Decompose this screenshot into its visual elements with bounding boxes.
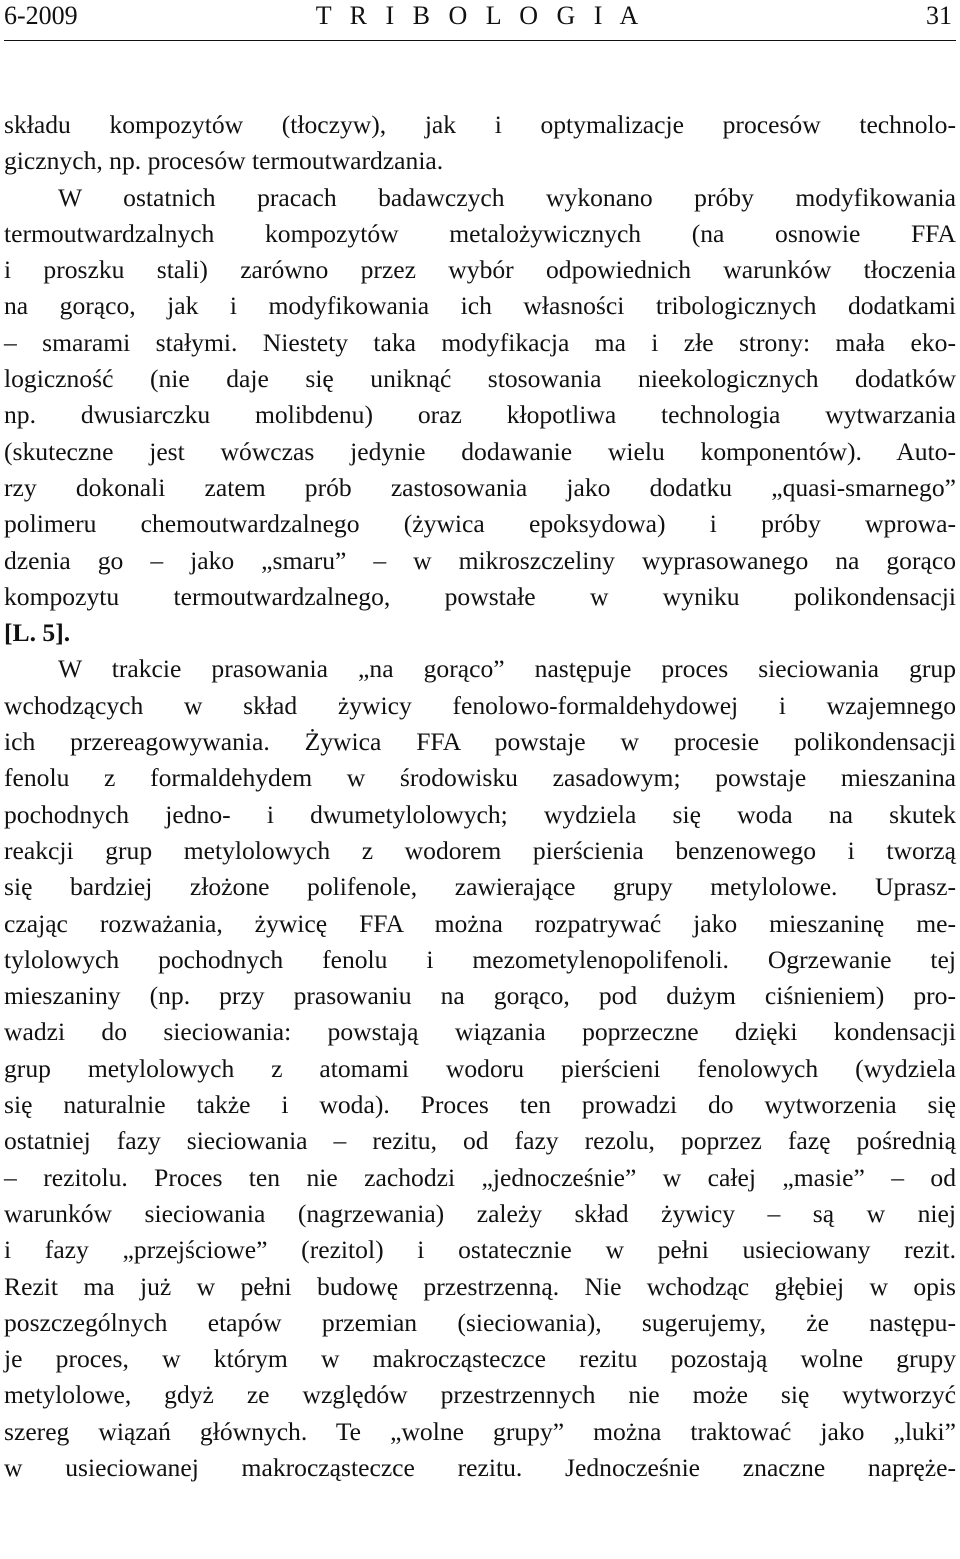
text-line: się bardziej złożone polifenole, zawierające grupy metylolowe. Uprasz- <box>4 872 956 902</box>
text-line: polimeru chemoutwardzalnego (żywica epoksydowa) i próby wprowa- <box>4 509 956 539</box>
text-line: rzy dokonali zatem prób zastosowania jako dodatku „quasi-smarnego” <box>4 472 956 502</box>
text-line: mieszaniny (np. przy prasowaniu na gorąco, pod dużym ciśnieniem) pro- <box>4 981 956 1011</box>
text-line: czając rozważania, żywicę FFA można rozpatrywać jako mieszaninę me- <box>4 908 956 938</box>
text-line: – rezitolu. Proces ten nie zachodzi „jednocześnie” w całej „masie” – od <box>4 1162 956 1192</box>
text-line: termoutwardzalnych kompozytów metalożywicznych (na osnowie FFA <box>4 218 956 248</box>
header-rule <box>4 40 956 41</box>
text-line: [L. 5]. <box>4 618 71 648</box>
text-line: reakcji grup metylolowych z wodorem pierścienia benzenowego i tworzą <box>4 835 956 865</box>
text-line: się naturalnie także i woda). Proces ten prowadzi do wytworzenia się <box>4 1090 956 1120</box>
text-line: ich przereagowywania. Żywica FFA powstaje w procesie polikondensacji <box>4 727 956 757</box>
page-header <box>4 0 956 40</box>
issue-number: 6-2009 <box>4 1 78 30</box>
text-line: warunków sieciowania (nagrzewania) zależy skład żywicy – są w niej <box>4 1198 956 1228</box>
page-number: 31 <box>926 1 952 30</box>
text-line: wadzi do sieciowania: powstają wiązania poprzeczne dzięki kondensacji <box>4 1017 956 1047</box>
text-line: – smarami stałymi. Niestety taka modyfikacja ma i złe strony: mała eko- <box>4 327 956 357</box>
text-line: je proces, w którym w makrocząsteczce rezitu pozostają wolne grupy <box>4 1344 956 1374</box>
text-line: logiczność (nie daje się uniknąć stosowania nieekologicznych dodatków <box>4 364 956 394</box>
text-line: szereg wiązań głównych. Te „wolne grupy” można traktować jako „luki” <box>4 1416 956 1446</box>
text-line: dzenia go – jako „smaru” – w mikroszczeliny wyprasowanego na gorąco <box>4 545 956 575</box>
text-line: i fazy „przejściowe” (rezitol) i ostatecznie w pełni usieciowany rezit. <box>4 1235 956 1265</box>
text-line: Rezit ma już w pełni budowę przestrzenną. Nie wchodząc głębiej w opis <box>4 1271 956 1301</box>
text-line: i proszku stali) zarówno przez wybór odpowiednich warunków tłoczenia <box>4 255 956 285</box>
text-line: pochodnych jedno- i dwumetylolowych; wydziela się woda na skutek <box>4 799 956 829</box>
text-line: W trakcie prasowania „na gorąco” następuje proces sieciowania grup <box>58 654 956 684</box>
text-line: wchodzących w skład żywicy fenolowo-formaldehydowej i wzajemnego <box>4 690 956 720</box>
text-line: W ostatnich pracach badawczych wykonano próby modyfikowania <box>58 182 956 212</box>
journal-title: T R I B O L O G I A <box>315 1 645 30</box>
text-line: grup metylolowych z atomami wodoru pierścieni fenolowych (wydziela <box>4 1053 956 1083</box>
text-line: (skuteczne jest wówczas jedynie dodawanie wielu komponentów). Auto- <box>4 436 956 466</box>
text-line: np. dwusiarczku molibdenu) oraz kłopotliwa technologia wytwarzania <box>4 400 956 430</box>
text-line: na gorąco, jak i modyfikowania ich własności tribologicznych dodatkami <box>4 291 956 321</box>
text-line: kompozytu termoutwardzalnego, powstałe w wyniku polikondensacji <box>4 581 956 611</box>
text-line: metylolowe, gdyż ze względów przestrzennych nie może się wytworzyć <box>4 1380 956 1410</box>
text-line: poszczególnych etapów przemian (sieciowania), sugerujemy, że następu- <box>4 1307 956 1337</box>
text-line: tylolowych pochodnych fenolu i mezometylenopolifenoli. Ogrzewanie tej <box>4 944 956 974</box>
text-line: składu kompozytów (tłoczyw), jak i optymalizacje procesów technolo- <box>4 110 956 139</box>
text-line: fenolu z formaldehydem w środowisku zasadowym; powstaje mieszanina <box>4 763 956 793</box>
text-line: ostatniej fazy sieciowania – rezitu, od fazy rezolu, poprzez fazę pośrednią <box>4 1126 956 1156</box>
body-text <box>4 107 956 1486</box>
text-line: w usieciowanej makrocząsteczce rezitu. Jednocześnie znaczne napręże- <box>4 1452 956 1482</box>
text-line: gicznych, np. procesów termoutwardzania. <box>4 146 444 176</box>
